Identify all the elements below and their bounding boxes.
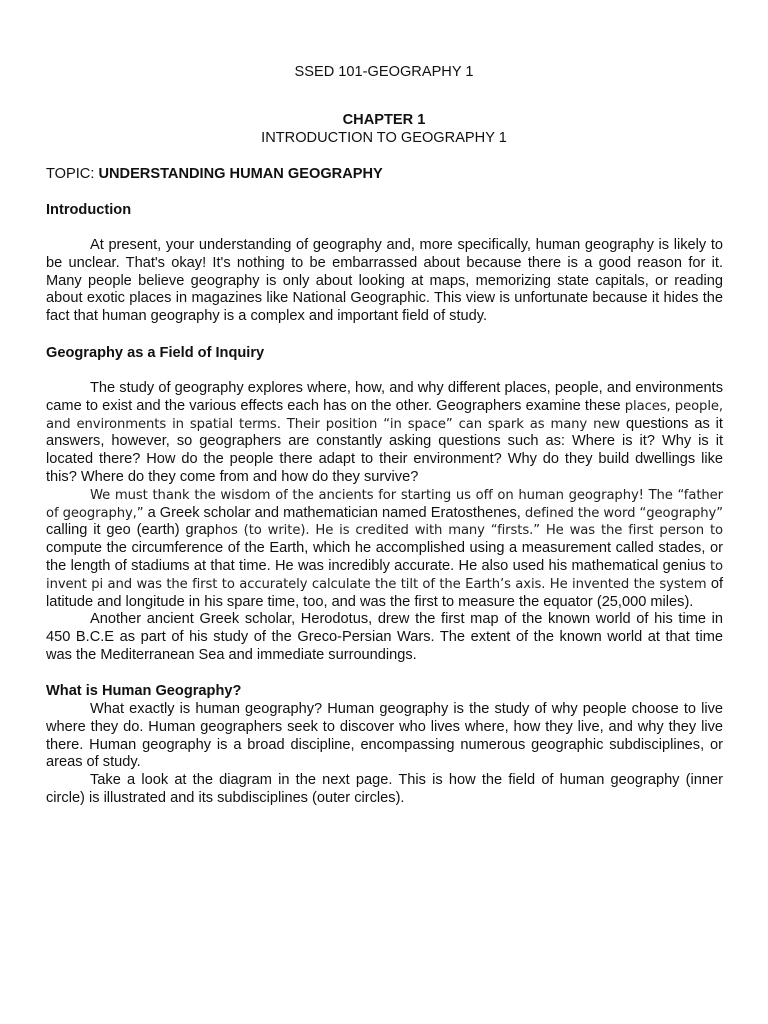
intro-heading: Introduction [46, 202, 132, 218]
human-paragraph-2: Take a look at the diagram in the next page. This is how the field of human geography (inner circle) is illustrated and its subdisciplines (outer circles). [46, 772, 723, 806]
chapter-subtitle: INTRODUCTION TO GEOGRAPHY 1 [261, 130, 507, 146]
inquiry-p2-f: compute the circumference of the Earth, which he accomplished using a measurement called stades, or the length of stadiums at that time. He was incredibly accurate. He also used his mathematical genius [46, 540, 723, 574]
inquiry-p2-c: defined the word “geography” [524, 505, 723, 521]
chapter-label: CHAPTER 1 [342, 112, 426, 128]
inquiry-block [46, 380, 723, 665]
topic-line [46, 166, 723, 184]
inquiry-p1-b: places, people, and environments in spatial terms. Their position “in space” can spark as many new [46, 398, 723, 432]
inquiry-p2-b: a Greek scholar and mathematician named Eratosthenes, [143, 504, 525, 521]
intro-paragraph: At present, your understanding of geography and, more specifically, human geography is likely to be unclear. That's okay! It's nothing to be embarrassed about because there is a good reason for it. Many people believe geography is only about looking at maps, memorizing state capitals, or reading about exotic places in magazines like National Geographic. This view is unfortunate because it hides the fact that human geography is a complex and important field of study. [46, 237, 723, 325]
inquiry-paragraph-3: Another ancient Greek scholar, Herodotus, drew the first map of the known world of his time in 450 B.C.E as part of his study of the Greco-Persian Wars. The extent of the known world at that time was the Mediterranean Sea and immediate surroundings. [46, 611, 723, 663]
inquiry-p2-e: hos (to write). He is credited with many “firsts.” He was the first person to [214, 523, 723, 539]
topic-prefix: TOPIC: [46, 166, 99, 182]
inquiry-paragraph-1 [46, 380, 723, 487]
inquiry-p1-c: questions as it answers, however, so geographers are constantly asking questions such as: Where is it? Why is it located there? How do the people there adapt to their environment? Why do they build dwellings like this? Where do they come from and how do they survive? [46, 415, 723, 485]
human-paragraph-1: What exactly is human geography? Human geography is the study of why people choose to live where they do. Human geographers seek to discover who lives where, how they live, and why they live there. Human geography is a broad discipline, encompassing numerous geographic subdisciplines, or areas of study. [46, 701, 723, 771]
inquiry-paragraph-2 [46, 487, 723, 612]
inquiry-p1-a: The study of geography explores where, how, and why different places, people, and environments came to exist and the various effects each has on the other. Geographers examine these [46, 380, 723, 414]
human-geography-heading: What is Human Geography? [46, 683, 242, 699]
topic-title: UNDERSTANDING HUMAN GEOGRAPHY [98, 166, 383, 182]
inquiry-heading: Geography as a Field of Inquiry [46, 345, 265, 361]
inquiry-p2-a: We must thank the wisdom of the ancients for starting us off on human geography! The “father of geography,” [46, 487, 723, 521]
inquiry-p2-h: of latitude and longitude in his spare time, too, and was the first to measure the equator (25,000 miles). [46, 575, 724, 610]
inquiry-p2-d: calling it geo (earth) grap [46, 522, 215, 539]
human-geography-block [46, 701, 723, 808]
course-header: SSED 101-GEOGRAPHY 1 [294, 64, 474, 80]
inquiry-p2-g: to invent pi and was the first to accurately calculate the tilt of the Earth’s axis. He invented the system [46, 558, 723, 592]
